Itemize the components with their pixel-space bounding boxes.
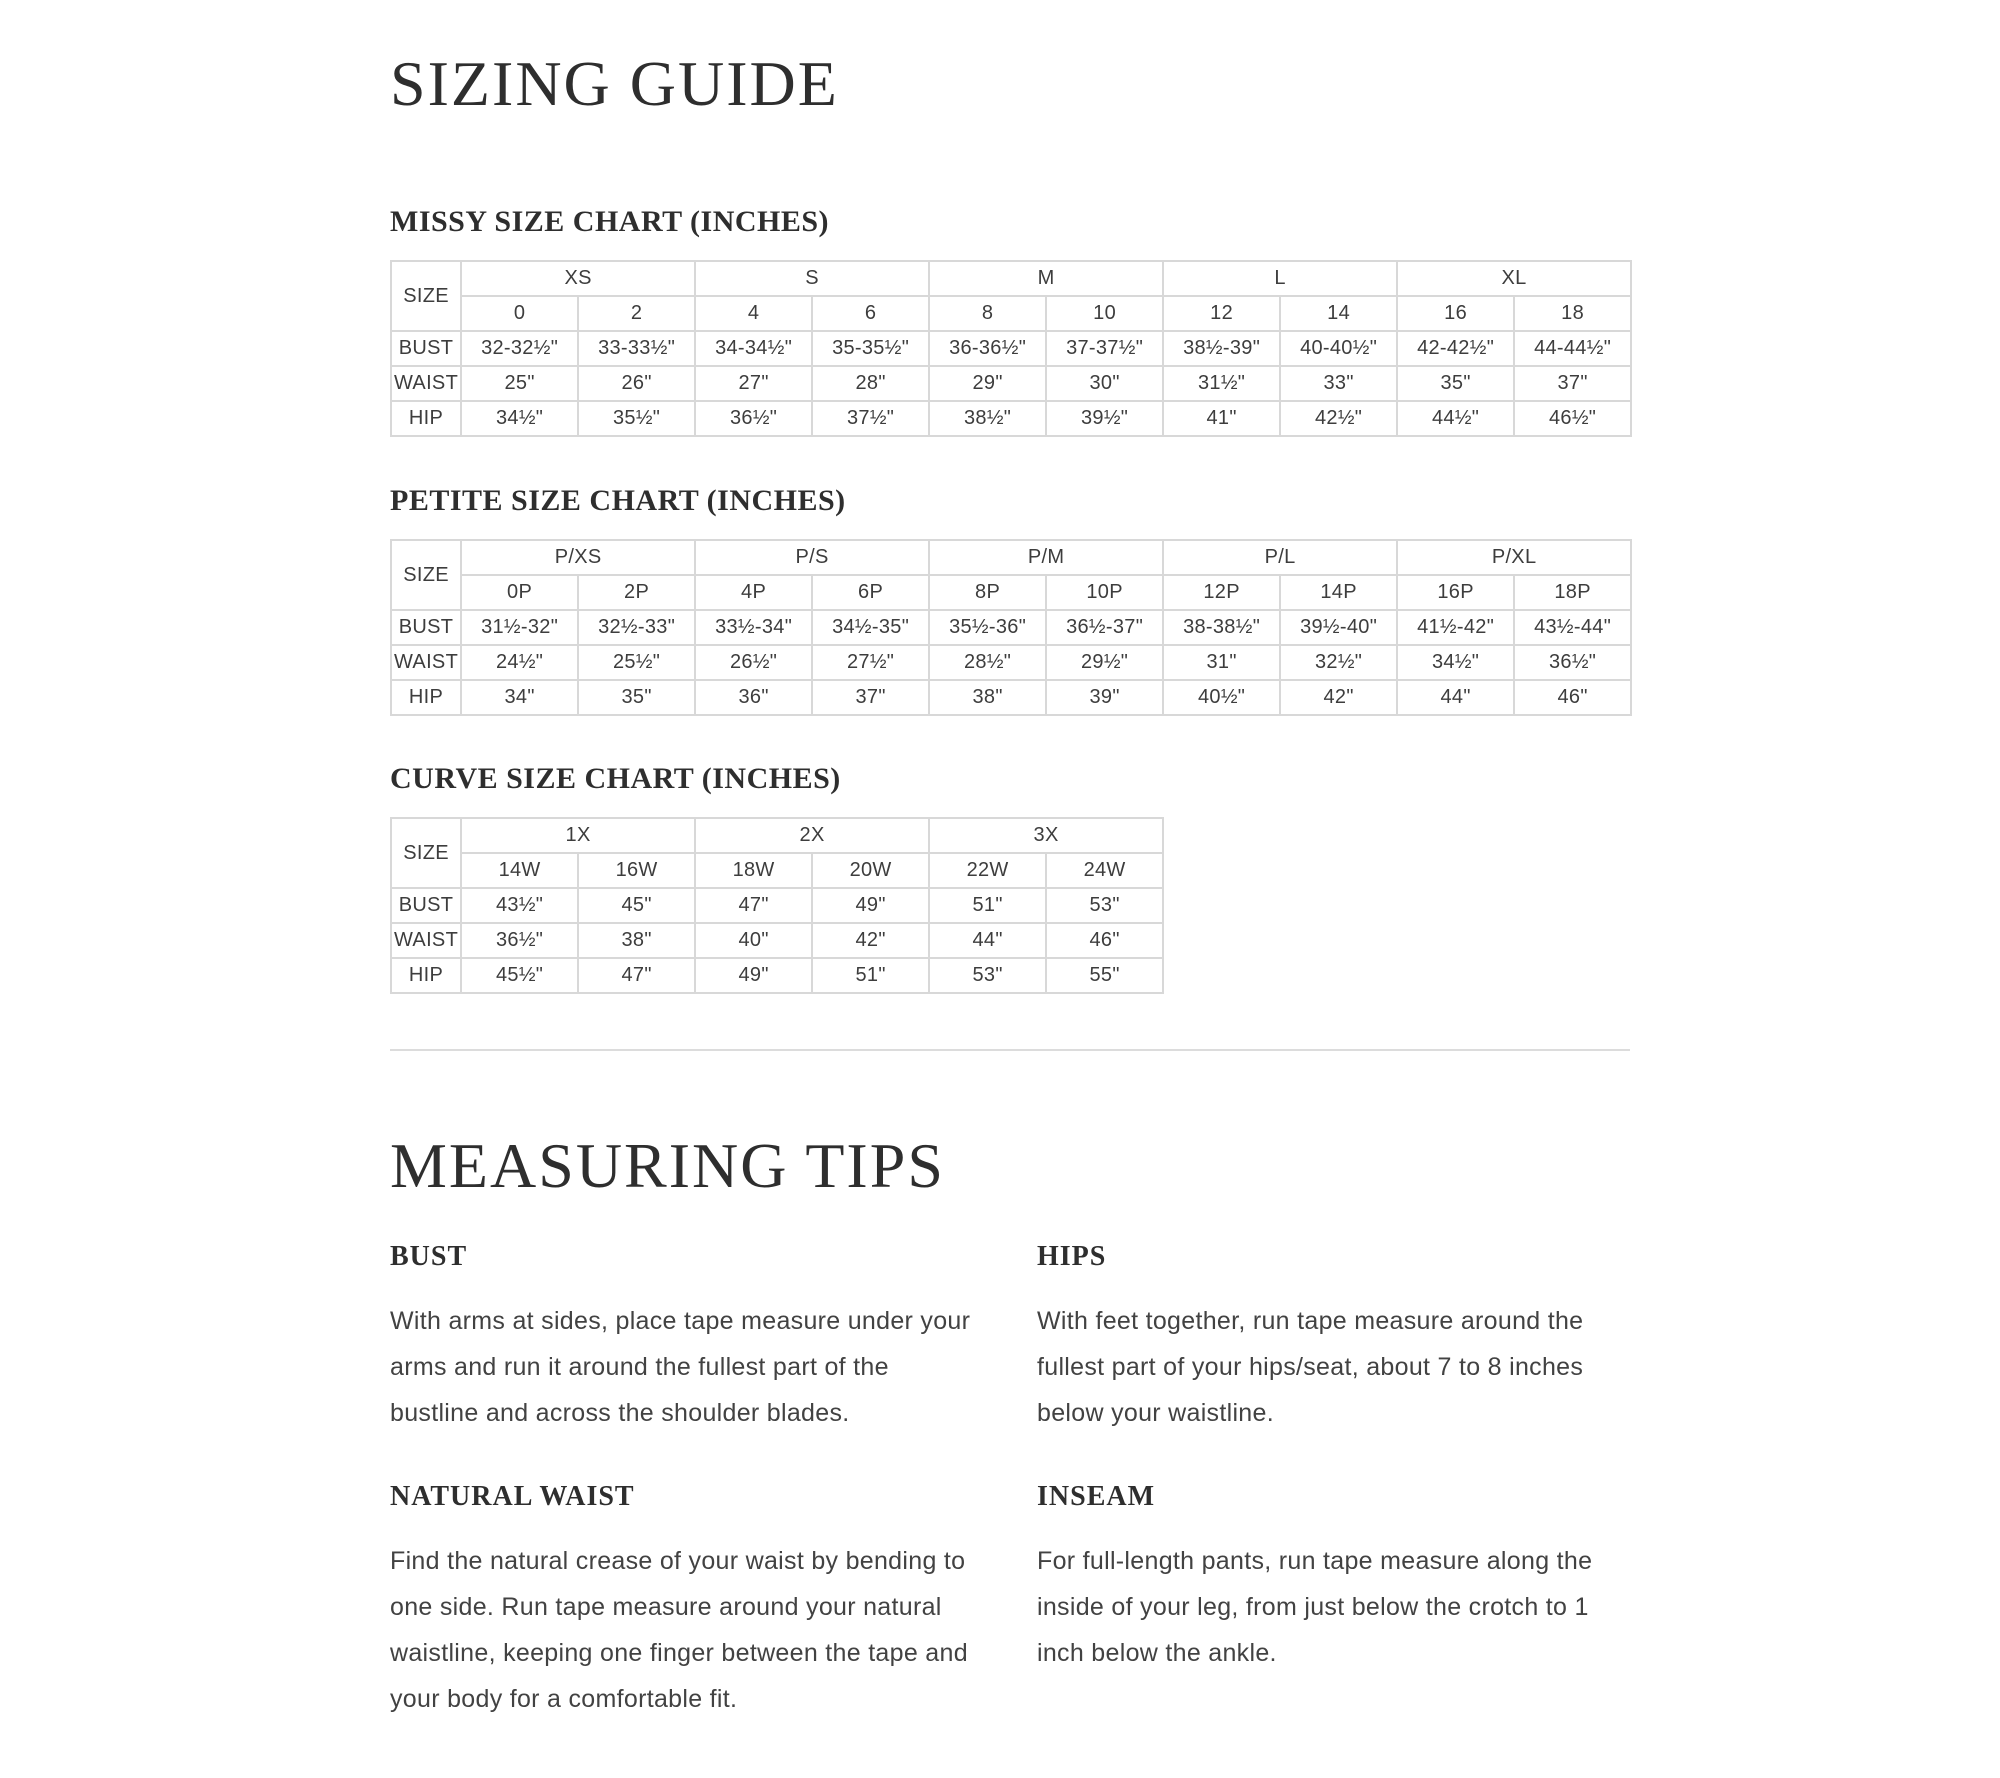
size-header-cell: SIZE (391, 261, 461, 331)
measurement-row (391, 645, 1631, 680)
measurement-value-cell: 47" (695, 888, 812, 923)
size-group-cell: S (695, 261, 929, 296)
measurement-value-cell: 34" (461, 680, 578, 715)
measurement-value-cell: 26½" (695, 645, 812, 680)
measurement-value-cell: 42-42½" (1397, 331, 1514, 366)
tip-inseam (1037, 1480, 1630, 1722)
curve-chart-title: CURVE SIZE CHART (INCHES) (390, 762, 841, 795)
tip-hips-heading: HIPS (1037, 1241, 1107, 1272)
measurement-value-cell: 30" (1046, 366, 1163, 401)
measurement-value-cell: 53" (929, 958, 1046, 993)
measurement-value-cell: 40-40½" (1280, 331, 1397, 366)
size-group-header-row (391, 818, 1163, 853)
size-number-cell: 14W (461, 853, 578, 888)
size-number-cell: 8P (929, 575, 1046, 610)
tip-bust-text: With arms at sides, place tape measure under your arms and run it around the fullest part of the bustline and across the shoulder blades. (390, 1307, 971, 1427)
size-number-cell: 0P (461, 575, 578, 610)
size-number-cell: 20W (812, 853, 929, 888)
missy-size-chart-section (390, 204, 1632, 437)
measurement-value-cell: 37-37½" (1046, 331, 1163, 366)
size-number-header-row (391, 296, 1631, 331)
measurement-value-cell: 34½" (461, 401, 578, 436)
measurement-value-cell: 43½" (461, 888, 578, 923)
size-number-cell: 14 (1280, 296, 1397, 331)
measurement-value-cell: 38½" (929, 401, 1046, 436)
measurement-value-cell: 40" (695, 923, 812, 958)
measurement-value-cell: 34½-35" (812, 610, 929, 645)
measurement-value-cell: 53" (1046, 888, 1163, 923)
measurement-value-cell: 42" (1280, 680, 1397, 715)
size-group-cell: P/M (929, 540, 1163, 575)
measurement-value-cell: 51" (812, 958, 929, 993)
measurement-value-cell: 51" (929, 888, 1046, 923)
size-number-cell: 22W (929, 853, 1046, 888)
measuring-tips-title: MEASURING TIPS (390, 1130, 945, 1201)
missy-size-table (390, 260, 1632, 437)
missy-chart-title: MISSY SIZE CHART (INCHES) (390, 205, 830, 238)
measurement-label-cell: WAIST (391, 645, 461, 680)
measurement-row (391, 401, 1631, 436)
measurement-value-cell: 42½" (1280, 401, 1397, 436)
size-group-cell: M (929, 261, 1163, 296)
curve-size-chart-table-container (390, 817, 1164, 994)
size-number-cell: 14P (1280, 575, 1397, 610)
measurement-value-cell: 38-38½" (1163, 610, 1280, 645)
measurement-value-cell: 45½" (461, 958, 578, 993)
measurement-value-cell: 37½" (812, 401, 929, 436)
measurement-value-cell: 31½" (1163, 366, 1280, 401)
measurement-value-cell: 36½" (695, 401, 812, 436)
measurement-value-cell: 49" (695, 958, 812, 993)
measurement-row (391, 680, 1631, 715)
measurement-row (391, 958, 1163, 993)
tip-natural-waist (390, 1480, 1037, 1722)
size-number-cell: 24W (1046, 853, 1163, 888)
measurement-value-cell: 32½-33" (578, 610, 695, 645)
size-number-cell: 6P (812, 575, 929, 610)
measurement-value-cell: 41" (1163, 401, 1280, 436)
measuring-tips-grid (390, 1240, 1630, 1722)
measurement-value-cell: 24½" (461, 645, 578, 680)
measurement-value-cell: 33" (1280, 366, 1397, 401)
tip-bust (390, 1240, 1037, 1436)
measurement-value-cell: 35" (578, 680, 695, 715)
size-number-cell: 2P (578, 575, 695, 610)
measurement-value-cell: 29" (929, 366, 1046, 401)
measurement-value-cell: 37" (1514, 366, 1631, 401)
measurement-value-cell: 44½" (1397, 401, 1514, 436)
size-number-cell: 18 (1514, 296, 1631, 331)
measurement-value-cell: 46" (1514, 680, 1631, 715)
measurement-label-cell: HIP (391, 958, 461, 993)
petite-size-table (390, 539, 1632, 716)
measurement-value-cell: 42" (812, 923, 929, 958)
measurement-label-cell: BUST (391, 610, 461, 645)
measurement-value-cell: 36½-37" (1046, 610, 1163, 645)
measurement-value-cell: 32½" (1280, 645, 1397, 680)
measurement-value-cell: 37" (812, 680, 929, 715)
size-group-header-row (391, 261, 1631, 296)
curve-size-table (390, 817, 1164, 994)
measurement-value-cell: 46½" (1514, 401, 1631, 436)
petite-size-chart-section (390, 483, 1632, 716)
measurement-row (391, 923, 1163, 958)
size-number-cell: 18W (695, 853, 812, 888)
measurement-row (391, 888, 1163, 923)
measurement-value-cell: 40½" (1163, 680, 1280, 715)
measurement-value-cell: 44" (929, 923, 1046, 958)
size-number-cell: 4 (695, 296, 812, 331)
measurement-value-cell: 41½-42" (1397, 610, 1514, 645)
size-group-cell: XL (1397, 261, 1631, 296)
measurement-value-cell: 49" (812, 888, 929, 923)
measurement-value-cell: 27" (695, 366, 812, 401)
measurement-value-cell: 36" (695, 680, 812, 715)
size-number-cell: 18P (1514, 575, 1631, 610)
measurement-value-cell: 35½" (578, 401, 695, 436)
size-number-cell: 12 (1163, 296, 1280, 331)
size-group-cell: P/S (695, 540, 929, 575)
page-title: SIZING GUIDE (390, 48, 839, 119)
measurement-value-cell: 46" (1046, 923, 1163, 958)
measurement-row (391, 331, 1631, 366)
measurement-value-cell: 44" (1397, 680, 1514, 715)
size-group-header-row (391, 540, 1631, 575)
measurement-value-cell: 31" (1163, 645, 1280, 680)
size-header-cell: SIZE (391, 818, 461, 888)
size-number-cell: 12P (1163, 575, 1280, 610)
tip-natural-waist-heading: NATURAL WAIST (390, 1481, 635, 1512)
size-group-cell: L (1163, 261, 1397, 296)
size-group-cell: 1X (461, 818, 695, 853)
missy-size-chart-table-container (390, 260, 1632, 437)
size-number-cell: 0 (461, 296, 578, 331)
size-group-cell: P/XS (461, 540, 695, 575)
size-number-cell: 6 (812, 296, 929, 331)
measurement-label-cell: HIP (391, 401, 461, 436)
measurement-value-cell: 55" (1046, 958, 1163, 993)
size-group-cell: 3X (929, 818, 1163, 853)
measurement-value-cell: 33-33½" (578, 331, 695, 366)
section-divider (390, 1049, 1630, 1051)
size-group-cell: P/XL (1397, 540, 1631, 575)
tip-bust-heading: BUST (390, 1241, 468, 1272)
measurement-value-cell: 38½-39" (1163, 331, 1280, 366)
size-number-cell: 16P (1397, 575, 1514, 610)
tip-hips (1037, 1240, 1630, 1436)
measurement-value-cell: 28" (812, 366, 929, 401)
measurement-value-cell: 43½-44" (1514, 610, 1631, 645)
size-header-cell: SIZE (391, 540, 461, 610)
size-group-cell: P/L (1163, 540, 1397, 575)
measurement-value-cell: 38" (578, 923, 695, 958)
measurement-value-cell: 39½-40" (1280, 610, 1397, 645)
measurement-value-cell: 36½" (461, 923, 578, 958)
measurement-row (391, 610, 1631, 645)
measurement-label-cell: BUST (391, 888, 461, 923)
measurement-value-cell: 39" (1046, 680, 1163, 715)
measurement-row (391, 366, 1631, 401)
tip-inseam-heading: INSEAM (1037, 1481, 1156, 1512)
measurement-value-cell: 36½" (1514, 645, 1631, 680)
measurement-value-cell: 36-36½" (929, 331, 1046, 366)
measurement-value-cell: 29½" (1046, 645, 1163, 680)
measurement-value-cell: 25" (461, 366, 578, 401)
size-group-cell: XS (461, 261, 695, 296)
measurement-label-cell: HIP (391, 680, 461, 715)
size-number-header-row (391, 853, 1163, 888)
tip-natural-waist-text: Find the natural crease of your waist by bending to one side. Run tape measure around your natural waistline, keeping one finger between the tape and your body for a comfortable fit. (390, 1547, 968, 1713)
measurement-value-cell: 32-32½" (461, 331, 578, 366)
size-number-cell: 8 (929, 296, 1046, 331)
measurement-value-cell: 45" (578, 888, 695, 923)
measurement-value-cell: 39½" (1046, 401, 1163, 436)
measurement-value-cell: 38" (929, 680, 1046, 715)
measurement-value-cell: 26" (578, 366, 695, 401)
measurement-value-cell: 44-44½" (1514, 331, 1631, 366)
measurement-value-cell: 31½-32" (461, 610, 578, 645)
measurement-value-cell: 34½" (1397, 645, 1514, 680)
size-number-cell: 10 (1046, 296, 1163, 331)
size-number-cell: 10P (1046, 575, 1163, 610)
petite-size-chart-table-container (390, 539, 1632, 716)
size-number-cell: 16W (578, 853, 695, 888)
size-group-cell: 2X (695, 818, 929, 853)
size-number-cell: 2 (578, 296, 695, 331)
measurement-label-cell: WAIST (391, 923, 461, 958)
size-number-cell: 16 (1397, 296, 1514, 331)
measurement-value-cell: 34-34½" (695, 331, 812, 366)
measurement-value-cell: 28½" (929, 645, 1046, 680)
petite-chart-title: PETITE SIZE CHART (INCHES) (390, 484, 846, 517)
tip-inseam-text: For full-length pants, run tape measure along the inside of your leg, from just below the crotch to 1 inch below the ankle. (1037, 1547, 1593, 1667)
tip-hips-text: With feet together, run tape measure around the fullest part of your hips/seat, about 7 to 8 inches below your waistline. (1037, 1307, 1584, 1427)
measurement-label-cell: BUST (391, 331, 461, 366)
measurement-value-cell: 27½" (812, 645, 929, 680)
measurement-value-cell: 47" (578, 958, 695, 993)
measurement-value-cell: 25½" (578, 645, 695, 680)
size-number-header-row (391, 575, 1631, 610)
measurement-value-cell: 35" (1397, 366, 1514, 401)
measurement-value-cell: 35½-36" (929, 610, 1046, 645)
measurement-value-cell: 33½-34" (695, 610, 812, 645)
measurement-value-cell: 35-35½" (812, 331, 929, 366)
size-number-cell: 4P (695, 575, 812, 610)
curve-size-chart-section (390, 761, 1164, 994)
measurement-label-cell: WAIST (391, 366, 461, 401)
